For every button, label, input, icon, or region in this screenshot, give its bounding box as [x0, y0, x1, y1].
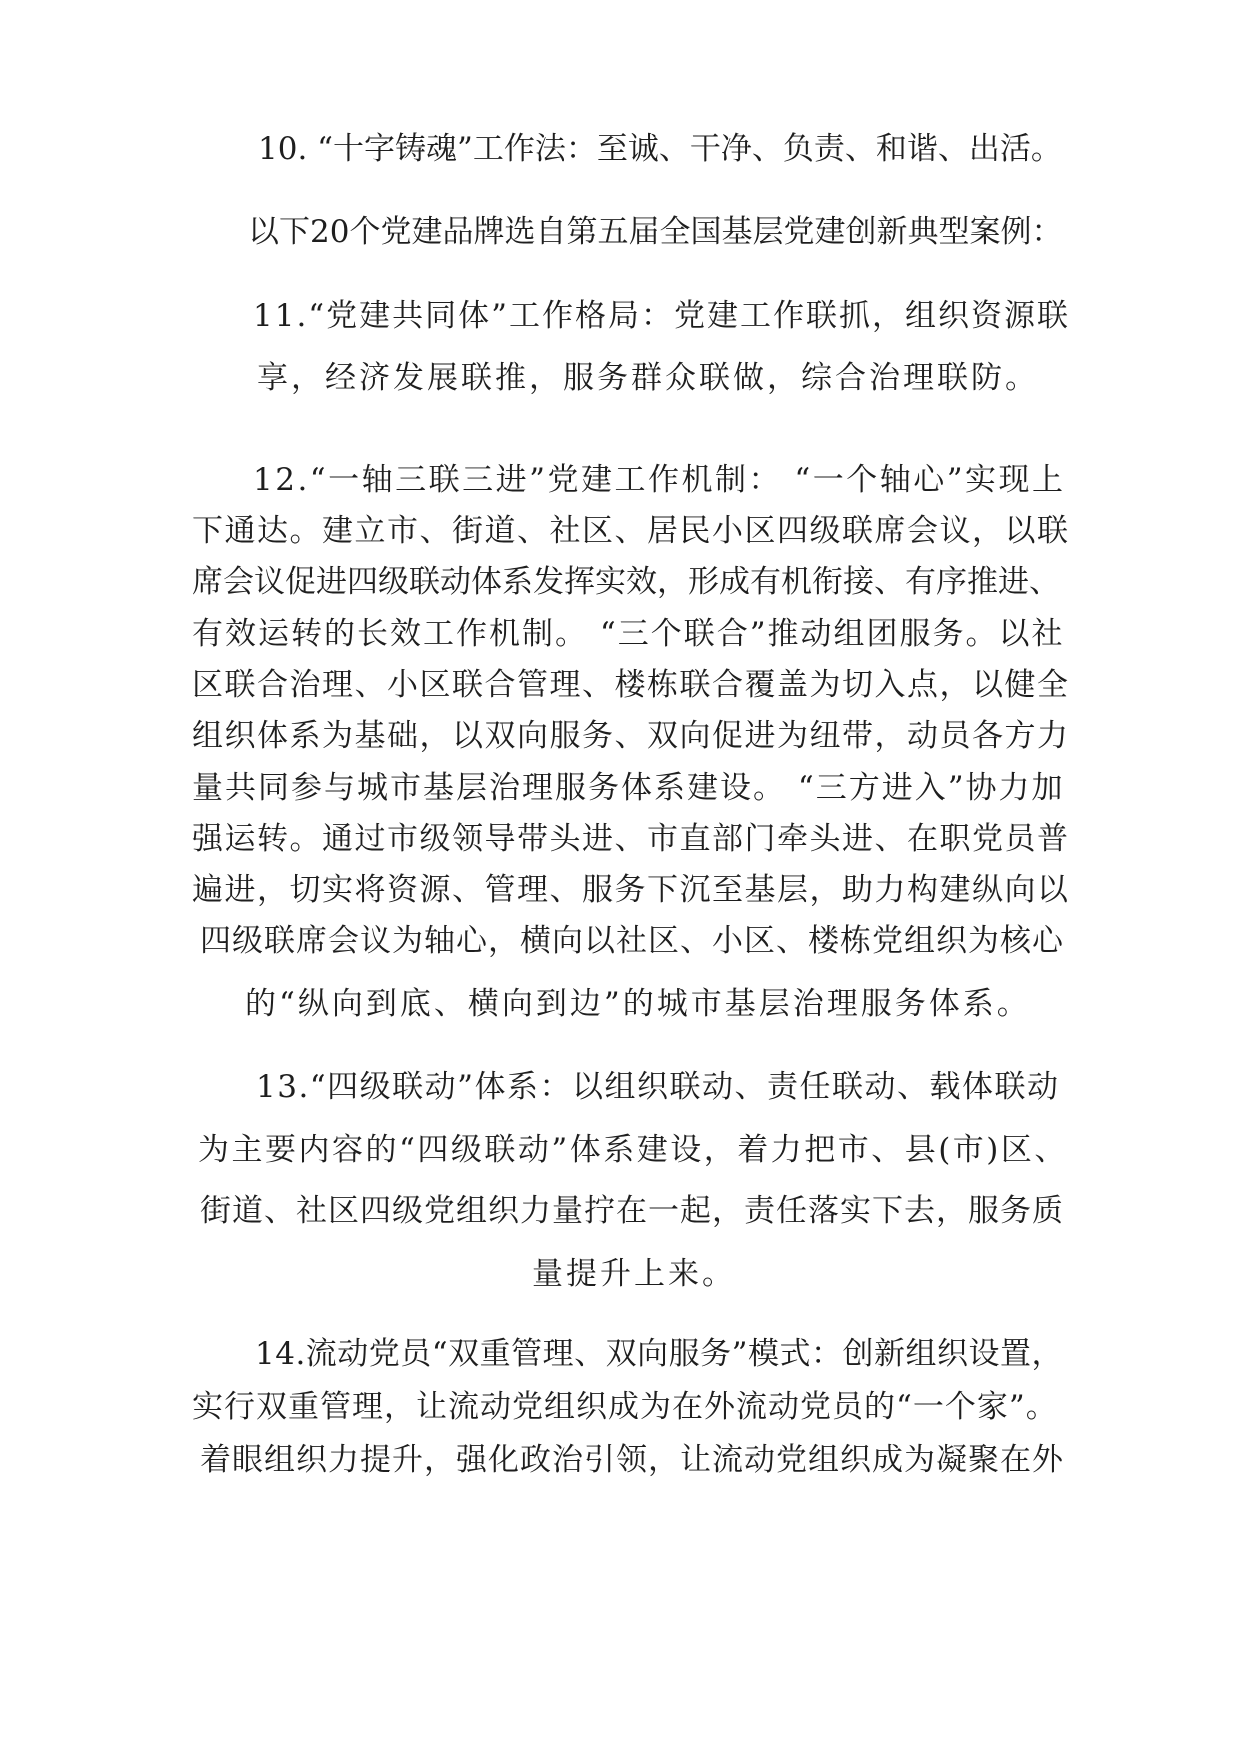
item-13-line-2: 为主要内容的“四级联动”体系建设，着力把市、县(市)区、: [198, 1132, 1068, 1168]
intro-line: 以下20个党建品牌选自第五届全国基层党建创新典型案例：: [248, 214, 1063, 250]
item-13-line-1: 13.“四级联动”体系：以组织联动、责任联动、载体联动: [256, 1069, 1060, 1105]
item-12-line-5: 区联合治理、小区联合管理、楼栋联合覆盖为切入点，以健全: [192, 667, 1070, 703]
item-12-line-10: 四级联席会议为轴心，横向以社区、小区、楼栋党组织为核心: [200, 923, 1064, 959]
item-11-line-2: 享，经济发展联推，服务群众联做，综合治理联防。: [257, 360, 1039, 396]
item-14-line-3: 着眼组织力提升，强化政治引领，让流动党组织成为凝聚在外: [200, 1442, 1064, 1478]
item-12-line-2: 下通达。建立市、街道、社区、居民小区四级联席会议，以联: [192, 513, 1070, 549]
item-12-line-6: 组织体系为基础，以双向服务、双向促进为纽带，动员各方力: [192, 718, 1070, 754]
item-12-line-11: 的“纵向到底、横向到边”的城市基层治理服务体系。: [245, 986, 1031, 1022]
item-12-line-3: 席会议促进四级联动体系发挥实效，形成有机衔接、有序推进、: [192, 564, 1060, 600]
item-13-line-4: 量提升上来。: [532, 1256, 736, 1292]
item-10-line-1: 10. “十字铸魂”工作法：至诚、干净、负责、和谐、出活。: [258, 131, 1062, 167]
item-12-line-9: 遍进，切实将资源、管理、服务下沉至基层，助力构建纵向以: [192, 872, 1070, 908]
item-13-line-3: 街道、社区四级党组织力量拧在一起，责任落实下去，服务质: [200, 1193, 1064, 1229]
item-12-line-8: 强运转。通过市级领导带头进、市直部门牵头进、在职党员普: [192, 821, 1070, 857]
item-14-line-1: 14.流动党员“双重管理、双向服务”模式：创新组织设置，: [255, 1336, 1063, 1372]
item-11-line-1: 11.“党建共同体”工作格局：党建工作联抓，组织资源联: [253, 298, 1070, 334]
item-12-line-4: 有效运转的长效工作机制。 “三个联合”推动组团服务。以社: [192, 616, 1065, 652]
item-12-line-7: 量共同参与城市基层治理服务体系建设。 “三方进入”协力加: [192, 770, 1065, 806]
item-12-line-1: 12.“一轴三联三进”党建工作机制： “一个轴心”实现上: [253, 462, 1066, 498]
item-14-line-2: 实行双重管理，让流动党组织成为在外流动党员的“一个家”。: [192, 1389, 1058, 1425]
